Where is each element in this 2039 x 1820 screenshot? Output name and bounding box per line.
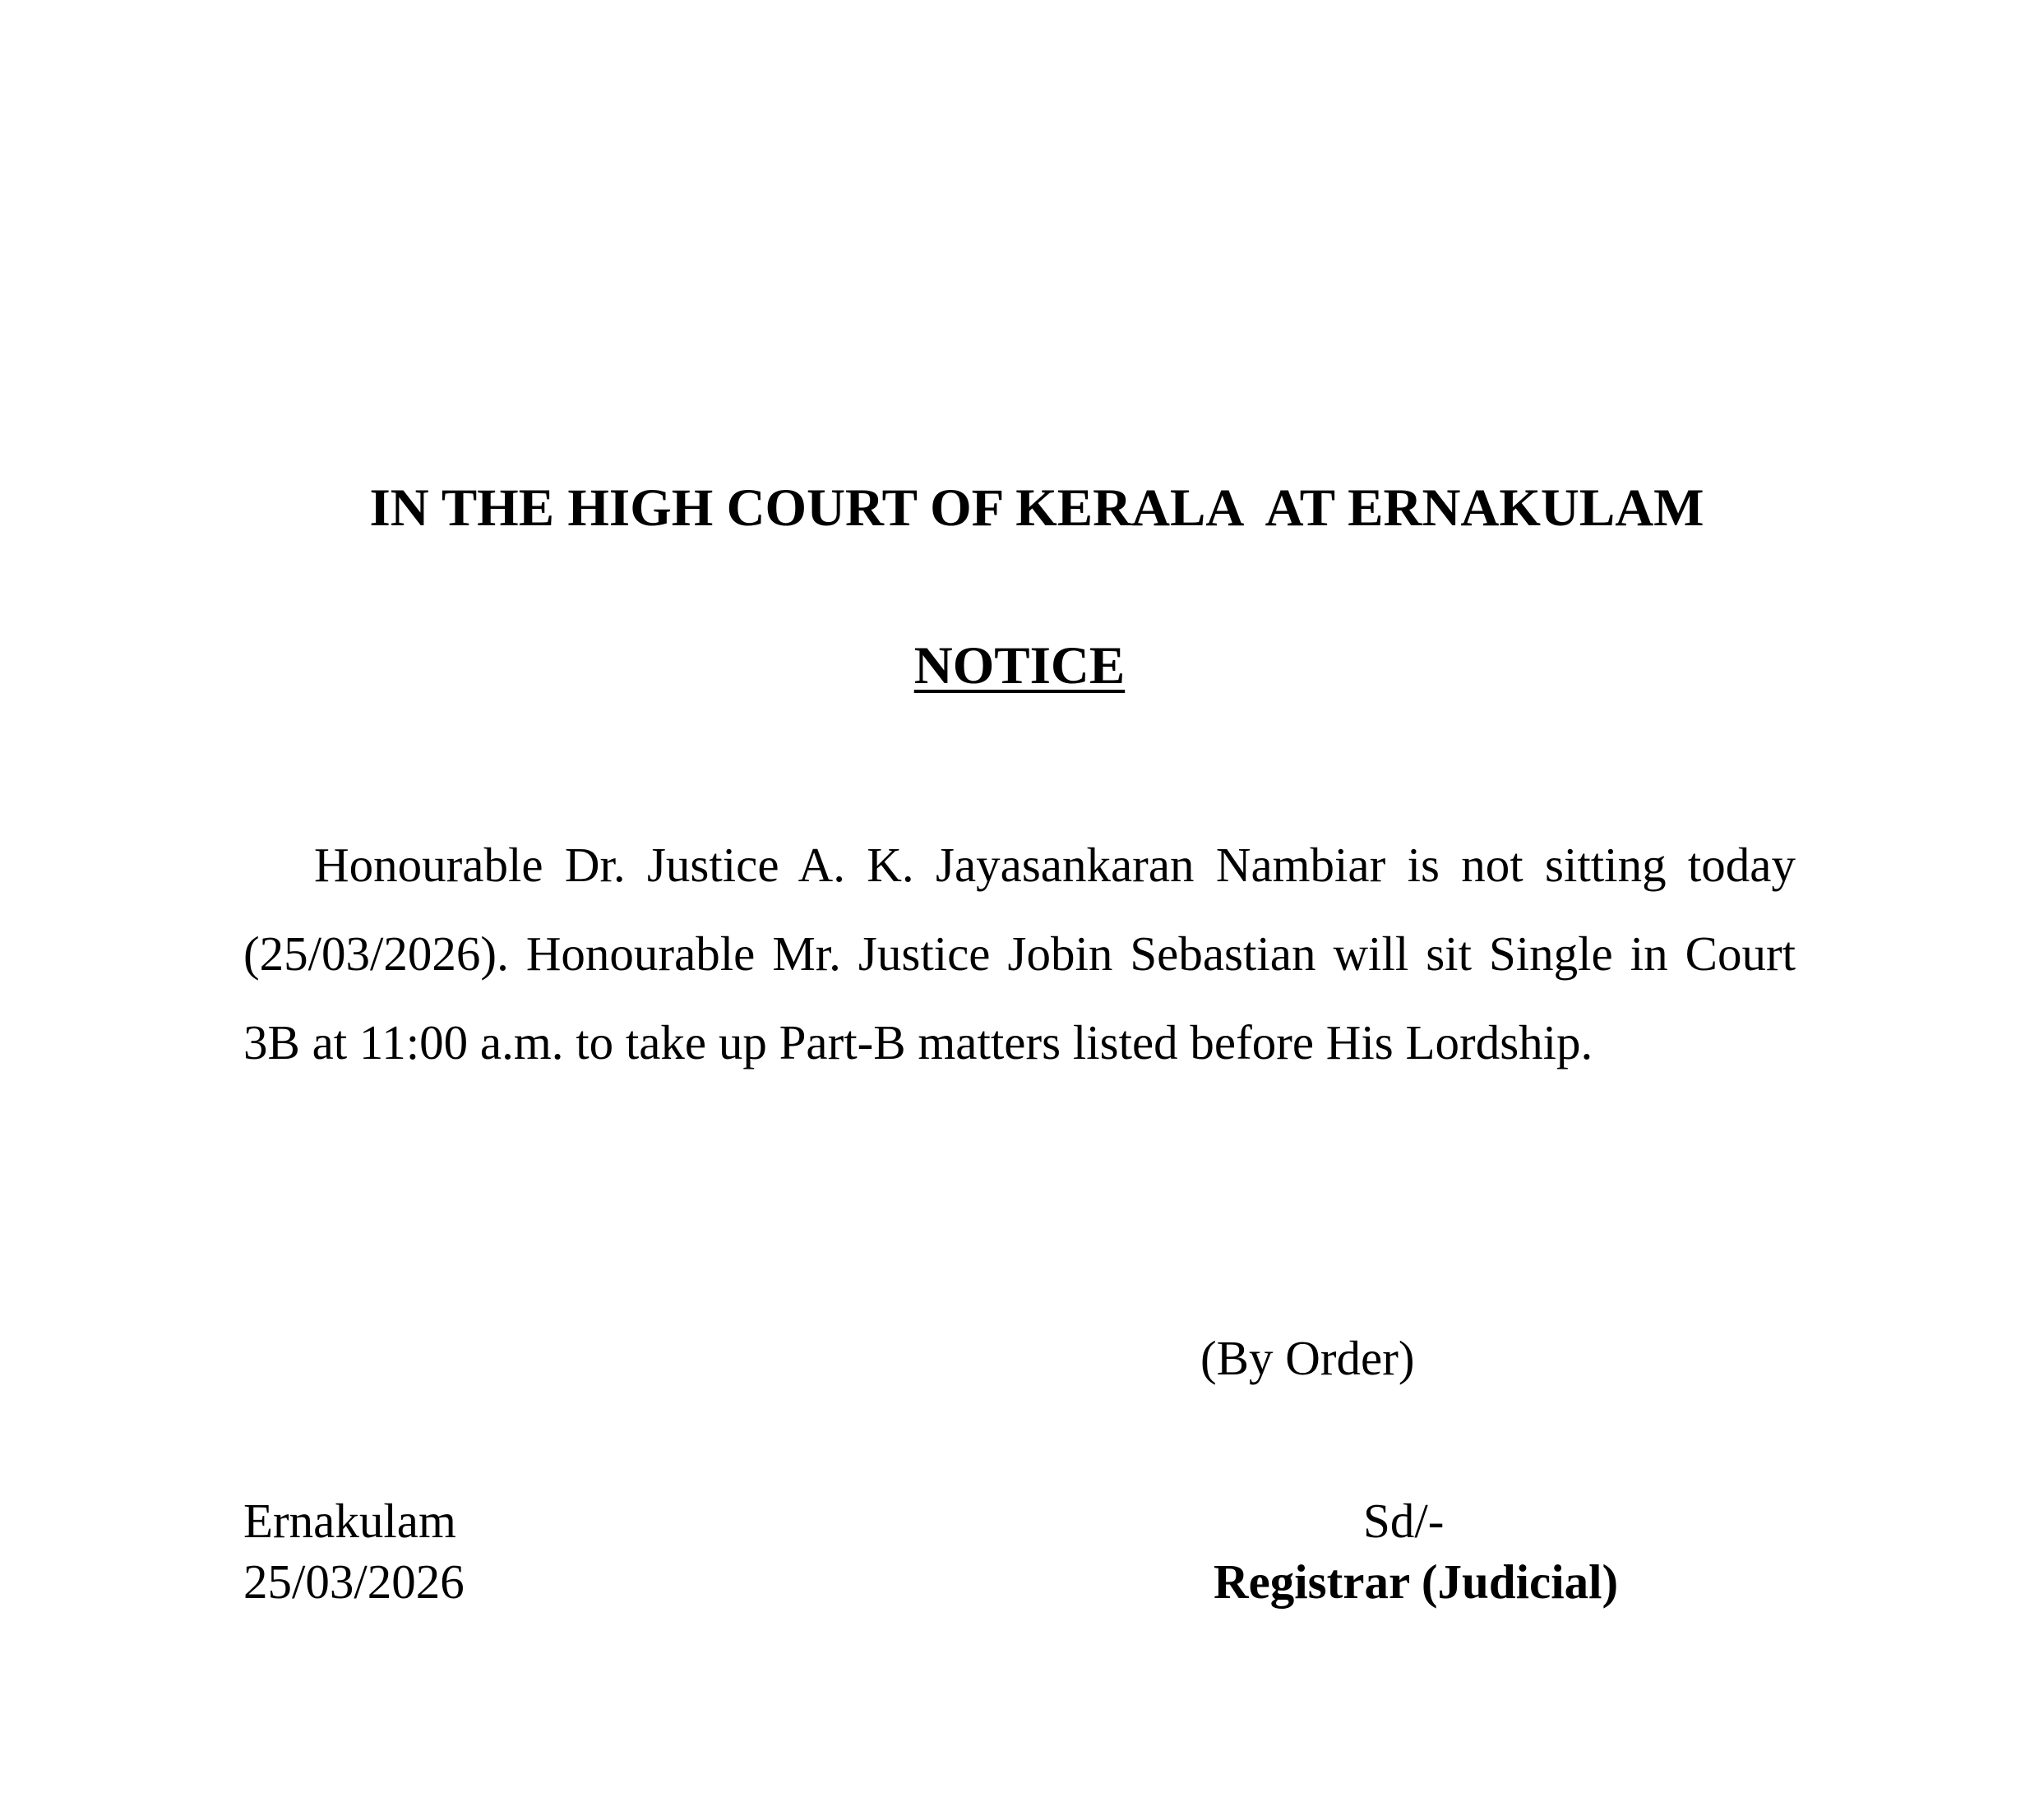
court-title: IN THE HIGH COURT OF KERALA AT ERNAKULAM: [369, 478, 1704, 538]
place-text: Ernakulam: [243, 1494, 456, 1548]
date-text: 25/03/2026: [243, 1554, 465, 1609]
notice-body: Honourable Dr. Justice A. K. Jayasankaran Nambiar is not sitting today (25/03/2026). Honourable Mr. Justice Jobin Sebastian will sit Single in Court 3B at 11:00 a.m. to take up Part-B matters listed before His Lordship.: [243, 838, 1796, 1069]
by-order-text: (By Order): [1200, 1331, 1415, 1385]
notice-heading: [243, 633, 1796, 699]
notice-heading-text: NOTICE: [913, 636, 1126, 695]
signature-text: Sd/-: [1363, 1494, 1445, 1548]
registrar-designation: Registrar (Judicial): [1214, 1554, 1619, 1609]
